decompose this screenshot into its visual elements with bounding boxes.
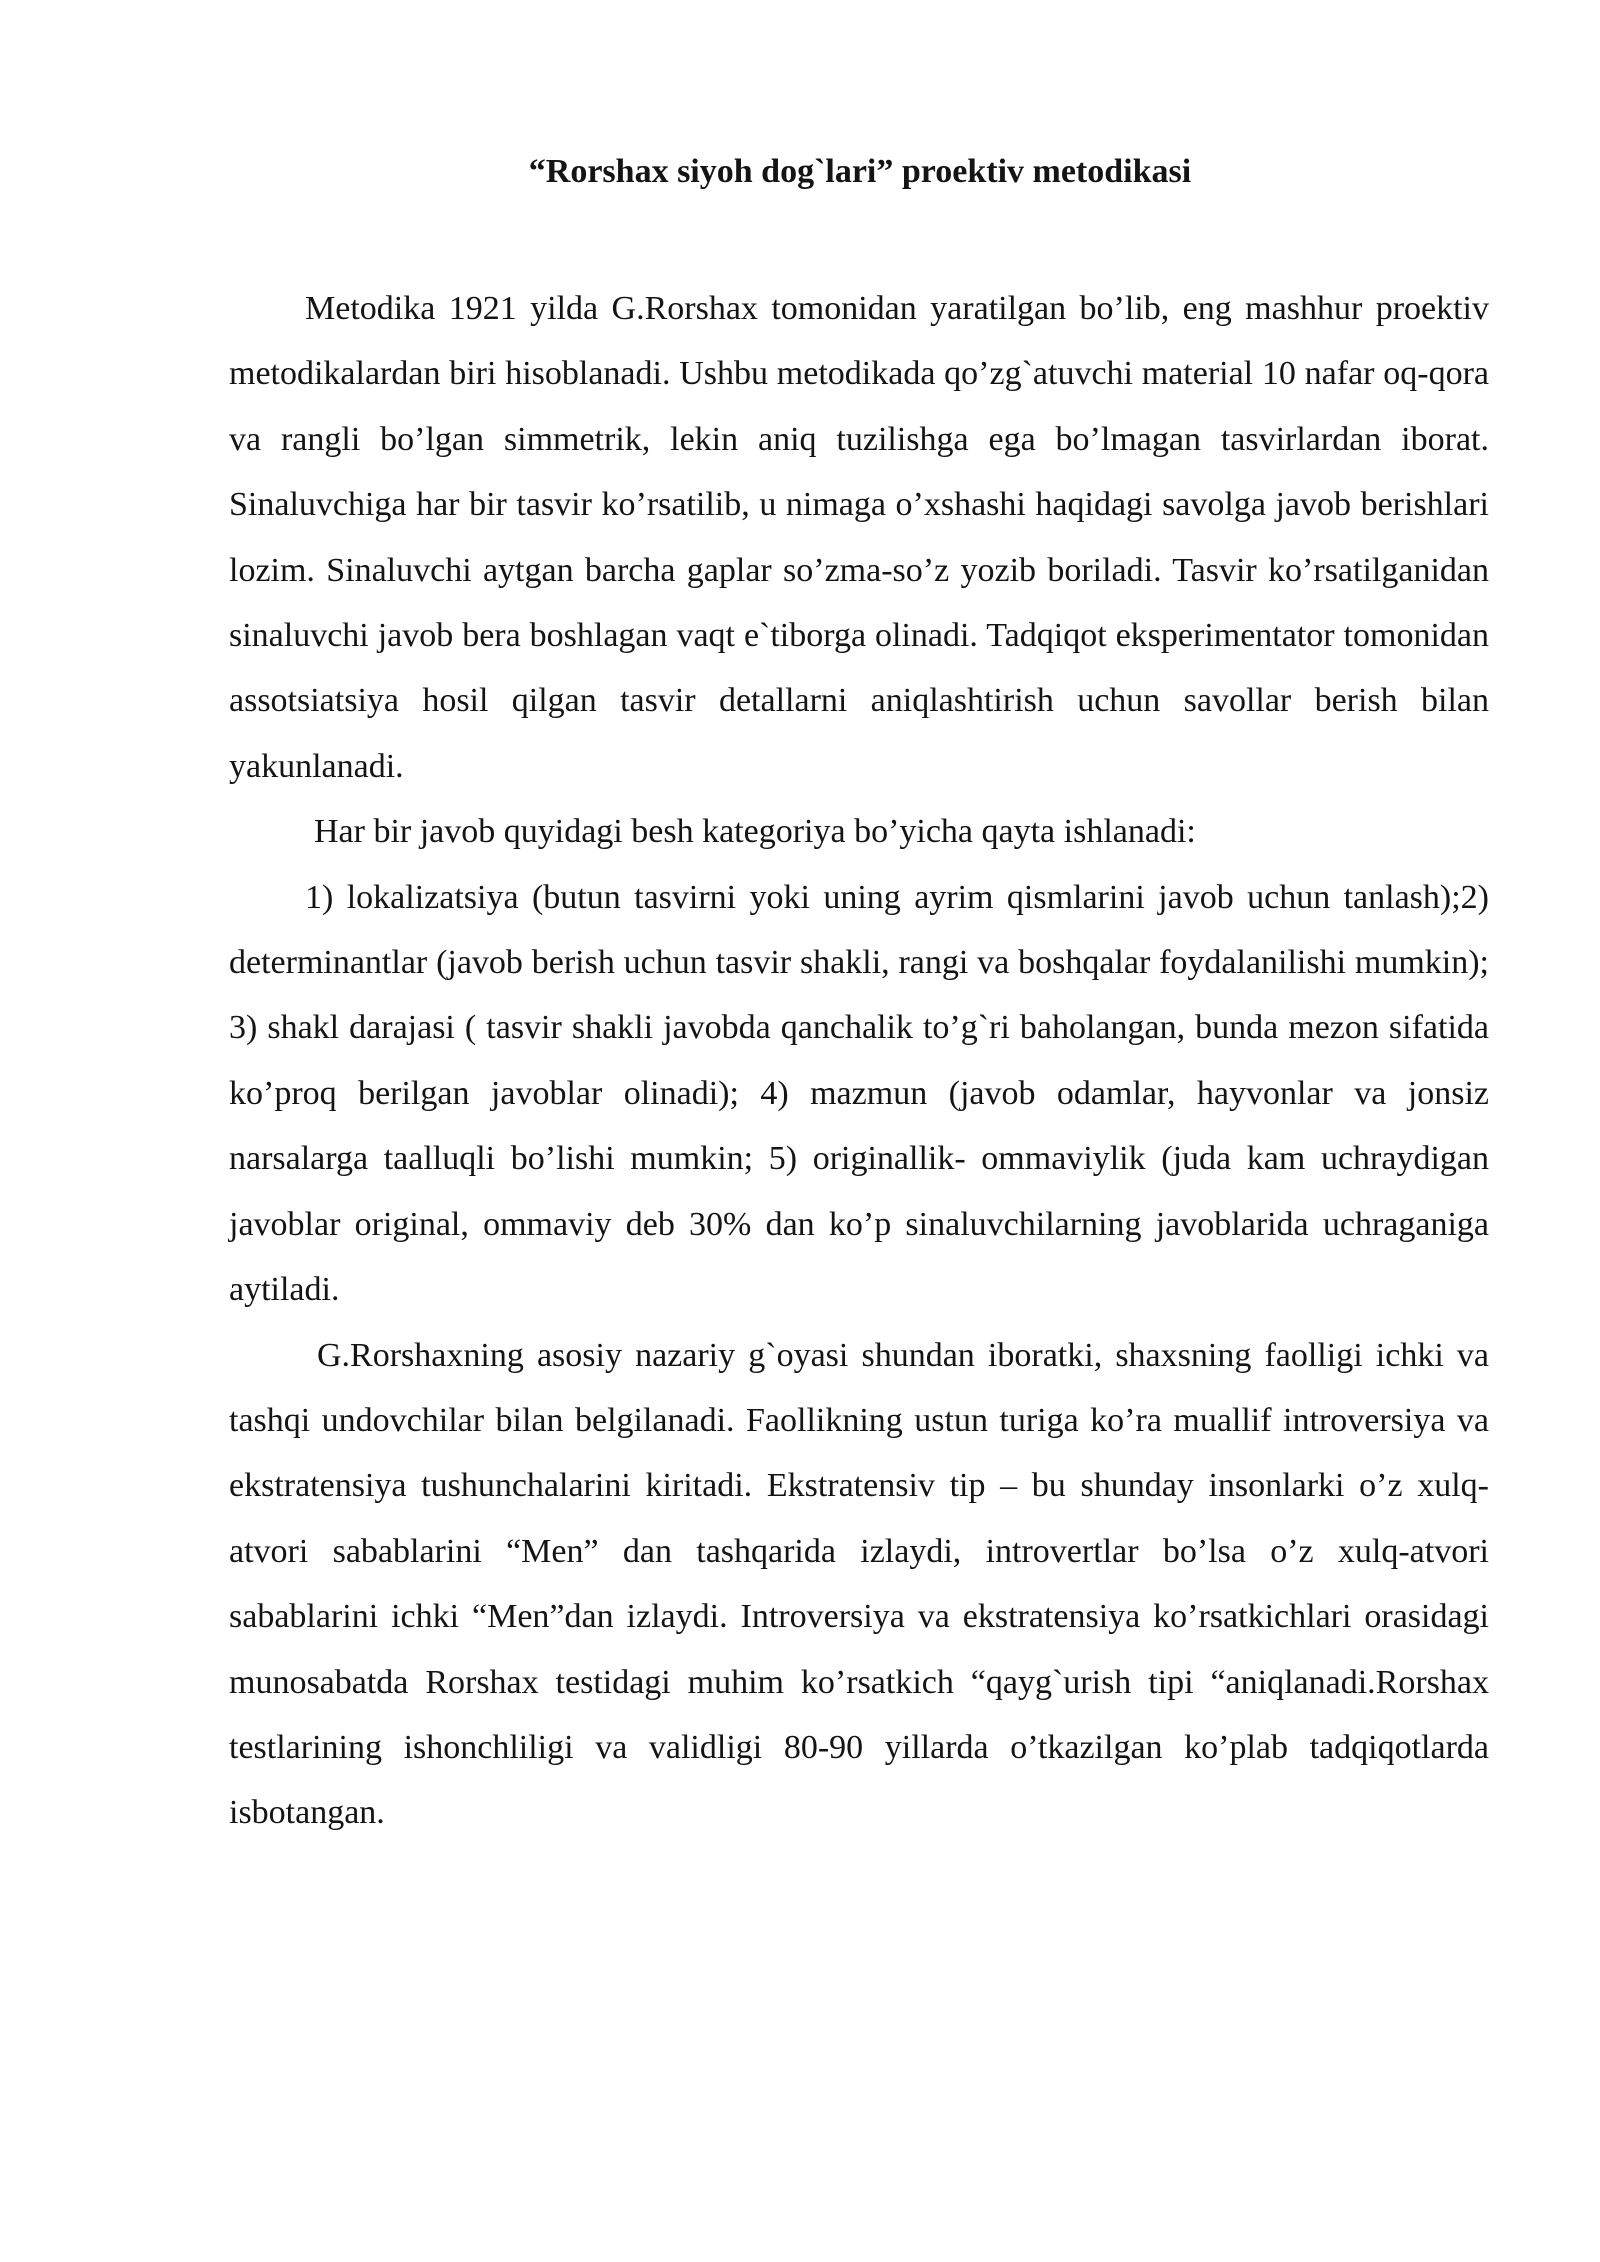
document-title: “Rorshax siyoh dog`lari” proektiv metodikasi: [528, 153, 1192, 190]
paragraph-categories-list: 1) lokalizatsiya (butun tasvirni yoki uning ayrim qismlarini javob uchun tanlash);2) determinantlar (javob berish uchun tasvir shakli, rangi va boshqalar foydalanilishi mumkin); 3) shakl darajasi ( tasvir shakli javobda qanchalik to’g`ri baholangan, bunda mezon sifatida ko’proq berilgan javoblar olinadi); 4) mazmun (javob odamlar, hayvonlar va jonsiz narsalarga taalluqli bo’lishi mumkin; 5) originallik- ommaviylik (juda kam uchraydigan javoblar original, ommaviy deb 30% dan ko’p sinaluvchilarning javoblarida uchraganiga aytiladi.: [229, 878, 1489, 1309]
paragraph-categories-intro: Har bir javob quyidagi besh kategoriya bo’yicha qayta ishlanadi:: [314, 813, 1196, 851]
document-body: [229, 276, 1489, 1846]
paragraph-theory: G.Rorshaxning asosiy nazariy g`oyasi shundan iboratki, shaxsning faolligi ichki va tashqi undovchilar bilan belgilanadi. Faollikning ustun turiga ko’ra muallif introversiya va ekstratensiya tushunchalarini kiritadi. Ekstratensiv tip – bu shunday insonlarki o’z xulq-atvori sabablarini “Men” dan tashqarida izlaydi, introvertlar bo’lsa o’z xulq-atvori sabablarini ichki “Men”dan izlaydi. Introversiya va ekstratensiya ko’rsatkichlari orasidagi munosabatda Rorshax testidagi muhim ko’rsatkich “qayg`urish tipi “aniqlanadi.Rorshax testlarining ishonchliligi va validligi 80-90 yillarda o’tkazilgan ko’plab tadqiqotlarda isbotangan.: [229, 1336, 1489, 1832]
paragraph-method-overview: Metodika 1921 yilda G.Rorshax tomonidan yaratilgan bo’lib, eng mashhur proektiv metodikalardan biri hisoblanadi. Ushbu metodikada qo’zg`atuvchi material 10 nafar oq-qora va rangli bo’lgan simmetrik, lekin aniq tuzilishga ega bo’lmagan tasvirlardan iborat. Sinaluvchiga har bir tasvir ko’rsatilib, u nimaga o’xshashi haqidagi savolga javob berishlari lozim. Sinaluvchi aytgan barcha gaplar so’zma-so’z yozib boriladi. Tasvir ko’rsatilganidan sinaluvchi javob bera boshlagan vaqt e`tiborga olinadi. Tadqiqot eksperimentator tomonidan assotsiatsiya hosil qilgan tasvir detallarni aniqlashtirish uchun savollar berish bilan yakunlanadi.: [229, 290, 1489, 785]
